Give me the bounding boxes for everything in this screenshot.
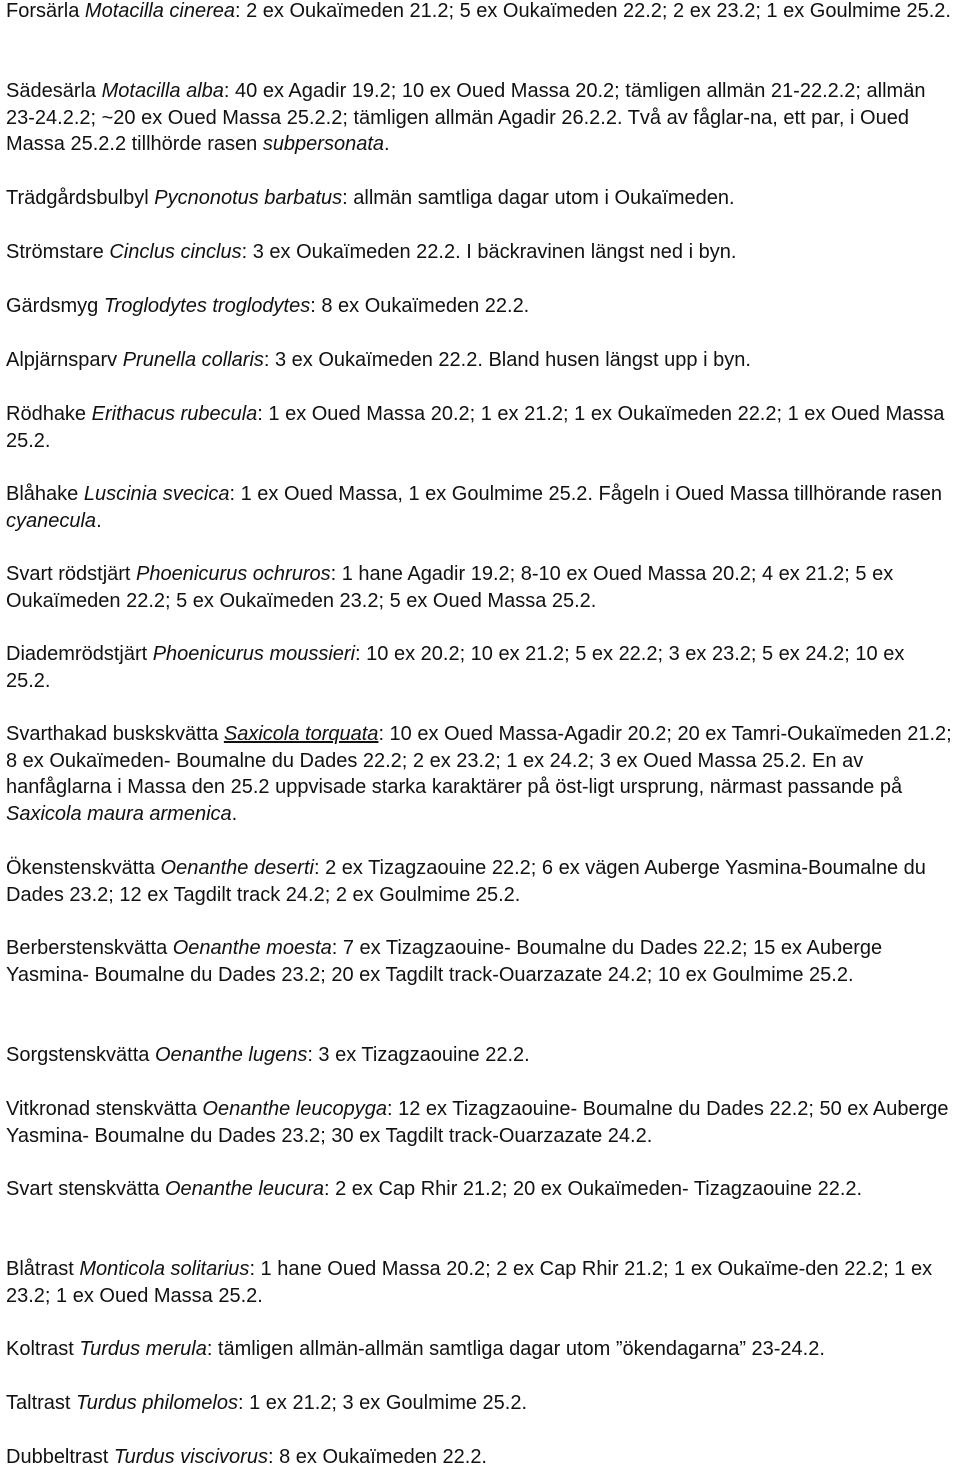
- common-name: Diademrödstjärt: [6, 643, 153, 665]
- common-name: Taltrast: [6, 1392, 77, 1414]
- scientific-name: Monticola solitarius: [79, 1258, 250, 1280]
- species-entry: [6, 1256, 952, 1309]
- species-entry: [6, 561, 952, 614]
- entry-text: : 1 hane Agadir 19.2; 8-10 ex Oued Massa 20.2; 4 ex 21.2; 5 ex Oukaïmeden 22.2; 5 ex Oukaïmeden 23.2; 5 ex Oued Massa 25.2.: [6, 563, 894, 612]
- species-entry: [6, 721, 952, 827]
- common-name: Svart rödstjärt: [6, 563, 137, 585]
- scientific-name: Motacilla alba: [101, 80, 224, 102]
- species-entry: [6, 401, 952, 454]
- scientific-name: cyanecula: [6, 509, 97, 532]
- entry-text: : allmän samtliga dagar utom i Oukaïmeden.: [342, 187, 735, 209]
- species-entry: [6, 1176, 952, 1203]
- common-name: Koltrast: [6, 1338, 80, 1360]
- common-name: Sorgstenskvätta: [6, 1044, 155, 1066]
- entry-text: : 2 ex Tizagzaouine 22.2; 6 ex vägen Auberge Yasmina-Boumalne du Dades 23.2; 12 ex Tagdilt track 24.2; 2 ex Goulmime 25.2.: [6, 857, 926, 906]
- entry-text: : 1 ex 21.2; 3 ex Goulmime 25.2.: [237, 1392, 528, 1414]
- entry-text: : 1 ex Oued Massa 20.2; 1 ex 21.2; 1 ex Oukaïmeden 22.2; 1 ex Oued Massa 25.2.: [6, 403, 945, 452]
- scientific-name: Saxicola torquata: [223, 723, 379, 745]
- entry-text: : 3 ex Tizagzaouine 22.2.: [307, 1044, 530, 1066]
- species-entry: [6, 1336, 952, 1363]
- scientific-name: Oenanthe leucopyga: [202, 1098, 387, 1120]
- entry-text: : 10 ex 20.2; 10 ex 21.2; 5 ex 22.2; 3 ex 23.2; 5 ex 24.2; 10 ex 25.2.: [6, 643, 905, 692]
- entry-text: .: [96, 509, 102, 532]
- common-name: Svart stenskvätta: [6, 1178, 165, 1200]
- species-entry: [6, 347, 952, 374]
- entry-text: : 10 ex Oued Massa-Agadir 20.2; 20 ex Tamri-Oukaïmeden 21.2; 8 ex Oukaïmeden- Boumalne du Dades 22.2; 2 ex 23.2; 1 ex 24.2; 3 ex Oued Massa 25.2. En av hanfåglarna i Massa den 25.2 uppvisade starka karaktärer på öst-ligt ursprung, närmast passande på: [6, 723, 952, 798]
- scientific-name: Oenanthe deserti: [160, 857, 314, 879]
- scientific-name: Saxicola maura armenica: [6, 802, 232, 825]
- scientific-name: Phoenicurus moussieri: [152, 643, 356, 665]
- species-entry: [6, 855, 952, 908]
- species-entry: [6, 1042, 952, 1069]
- entry-text: : 1 ex Oued Massa, 1 ex Goulmime 25.2. Fågeln i Oued Massa tillhörande rasen: [229, 483, 943, 505]
- species-entry: [6, 1390, 952, 1417]
- common-name: Forsärla: [6, 0, 85, 22]
- entry-text: : 1 hane Oued Massa 20.2; 2 ex Cap Rhir 21.2; 1 ex Oukaïme-den 22.2; 1 ex 23.2; 1 ex Oued Massa 25.2.: [6, 1258, 933, 1307]
- scientific-name: Prunella collaris: [122, 349, 264, 371]
- common-name: Alpjärnsparv: [6, 349, 123, 371]
- entry-text: : 3 ex Oukaïmeden 22.2. Bland husen längst upp i byn.: [263, 349, 751, 371]
- common-name: Berberstenskvätta: [6, 937, 173, 959]
- common-name: Rödhake: [6, 403, 92, 425]
- species-entry: [6, 0, 952, 25]
- common-name: Svarthakad buskskvätta: [6, 723, 224, 745]
- common-name: Ökenstenskvätta: [6, 857, 161, 879]
- scientific-name: Motacilla cinerea: [84, 0, 235, 22]
- species-entry: [6, 293, 952, 320]
- scientific-name: Oenanthe lugens: [154, 1044, 308, 1066]
- common-name: Strömstare: [6, 241, 110, 263]
- scientific-name: Turdus merula: [79, 1338, 207, 1360]
- species-entry: [6, 185, 952, 212]
- entry-text: : 12 ex Tizagzaouine- Boumalne du Dades 22.2; 50 ex Auberge Yasmina- Boumalne du Dades 23.2; 30 ex Tagdilt track-Ouarzazate 24.2.: [6, 1098, 949, 1147]
- entry-text: : 2 ex Cap Rhir 21.2; 20 ex Oukaïmeden- Tizagzaouine 22.2.: [323, 1178, 863, 1200]
- scientific-name: Oenanthe moesta: [172, 937, 332, 959]
- species-entry: [6, 935, 952, 988]
- scientific-name: Pycnonotus barbatus: [154, 187, 343, 209]
- entry-text: : 7 ex Tizagzaouine- Boumalne du Dades 22.2; 15 ex Auberge Yasmina- Boumalne du Dades 23.2; 20 ex Tagdilt track-Ouarzazate 24.2; 10 ex Goulmime 25.2.: [6, 937, 883, 986]
- scientific-name: Luscinia svecica: [83, 483, 230, 505]
- common-name: Trädgårdsbulbyl: [6, 187, 155, 209]
- entry-text: : tämligen allmän-allmän samtliga dagar utom ”ökendagarna” 23-24.2.: [206, 1338, 825, 1360]
- common-name: Sädesärla: [6, 80, 102, 102]
- species-entry: [6, 78, 952, 158]
- scientific-name: Cinclus cinclus: [109, 241, 242, 263]
- scientific-name: Phoenicurus ochruros: [136, 563, 331, 585]
- species-entry: [6, 239, 952, 266]
- scientific-name: subpersonata: [262, 133, 385, 155]
- species-entry: [6, 481, 952, 534]
- scientific-name: Oenanthe leucura: [164, 1178, 324, 1200]
- scientific-name: Troglodytes troglodytes: [103, 295, 311, 317]
- common-name: Dubbeltrast: [6, 1446, 114, 1468]
- scientific-name: Erithacus rubecula: [91, 403, 258, 425]
- entry-text: .: [231, 802, 238, 825]
- species-entry: [6, 1444, 952, 1471]
- entry-text: .: [384, 133, 390, 155]
- entry-text: : 8 ex Oukaïmeden 22.2.: [267, 1446, 487, 1468]
- species-entry: [6, 641, 952, 694]
- common-name: Blåtrast: [6, 1258, 80, 1280]
- scientific-name: Turdus philomelos: [76, 1392, 238, 1414]
- entry-text: : 8 ex Oukaïmeden 22.2.: [310, 295, 530, 317]
- species-entry: [6, 1096, 952, 1149]
- common-name: Gärdsmyg: [6, 295, 104, 317]
- entry-text: : 3 ex Oukaïmeden 22.2. I bäckravinen längst ned i byn.: [241, 241, 737, 263]
- common-name: Blåhake: [6, 483, 84, 505]
- entry-text: : 2 ex Oukaïmeden 21.2; 5 ex Oukaïmeden 22.2; 2 ex 23.2; 1 ex Goulmime 25.2.: [234, 0, 951, 22]
- entry-text: : 40 ex Agadir 19.2; 10 ex Oued Massa 20.2; tämligen allmän 21-22.2.2; allmän 23-24.2.2; ~20 ex Oued Massa 25.2.2; tämligen allmän Agadir 26.2.2. Två av fåglar-na, ett par, i Oued Massa 25.2.2 tillhörde rasen: [6, 80, 926, 155]
- common-name: Vitkronad stenskvätta: [6, 1098, 203, 1120]
- scientific-name: Turdus viscivorus: [113, 1446, 268, 1468]
